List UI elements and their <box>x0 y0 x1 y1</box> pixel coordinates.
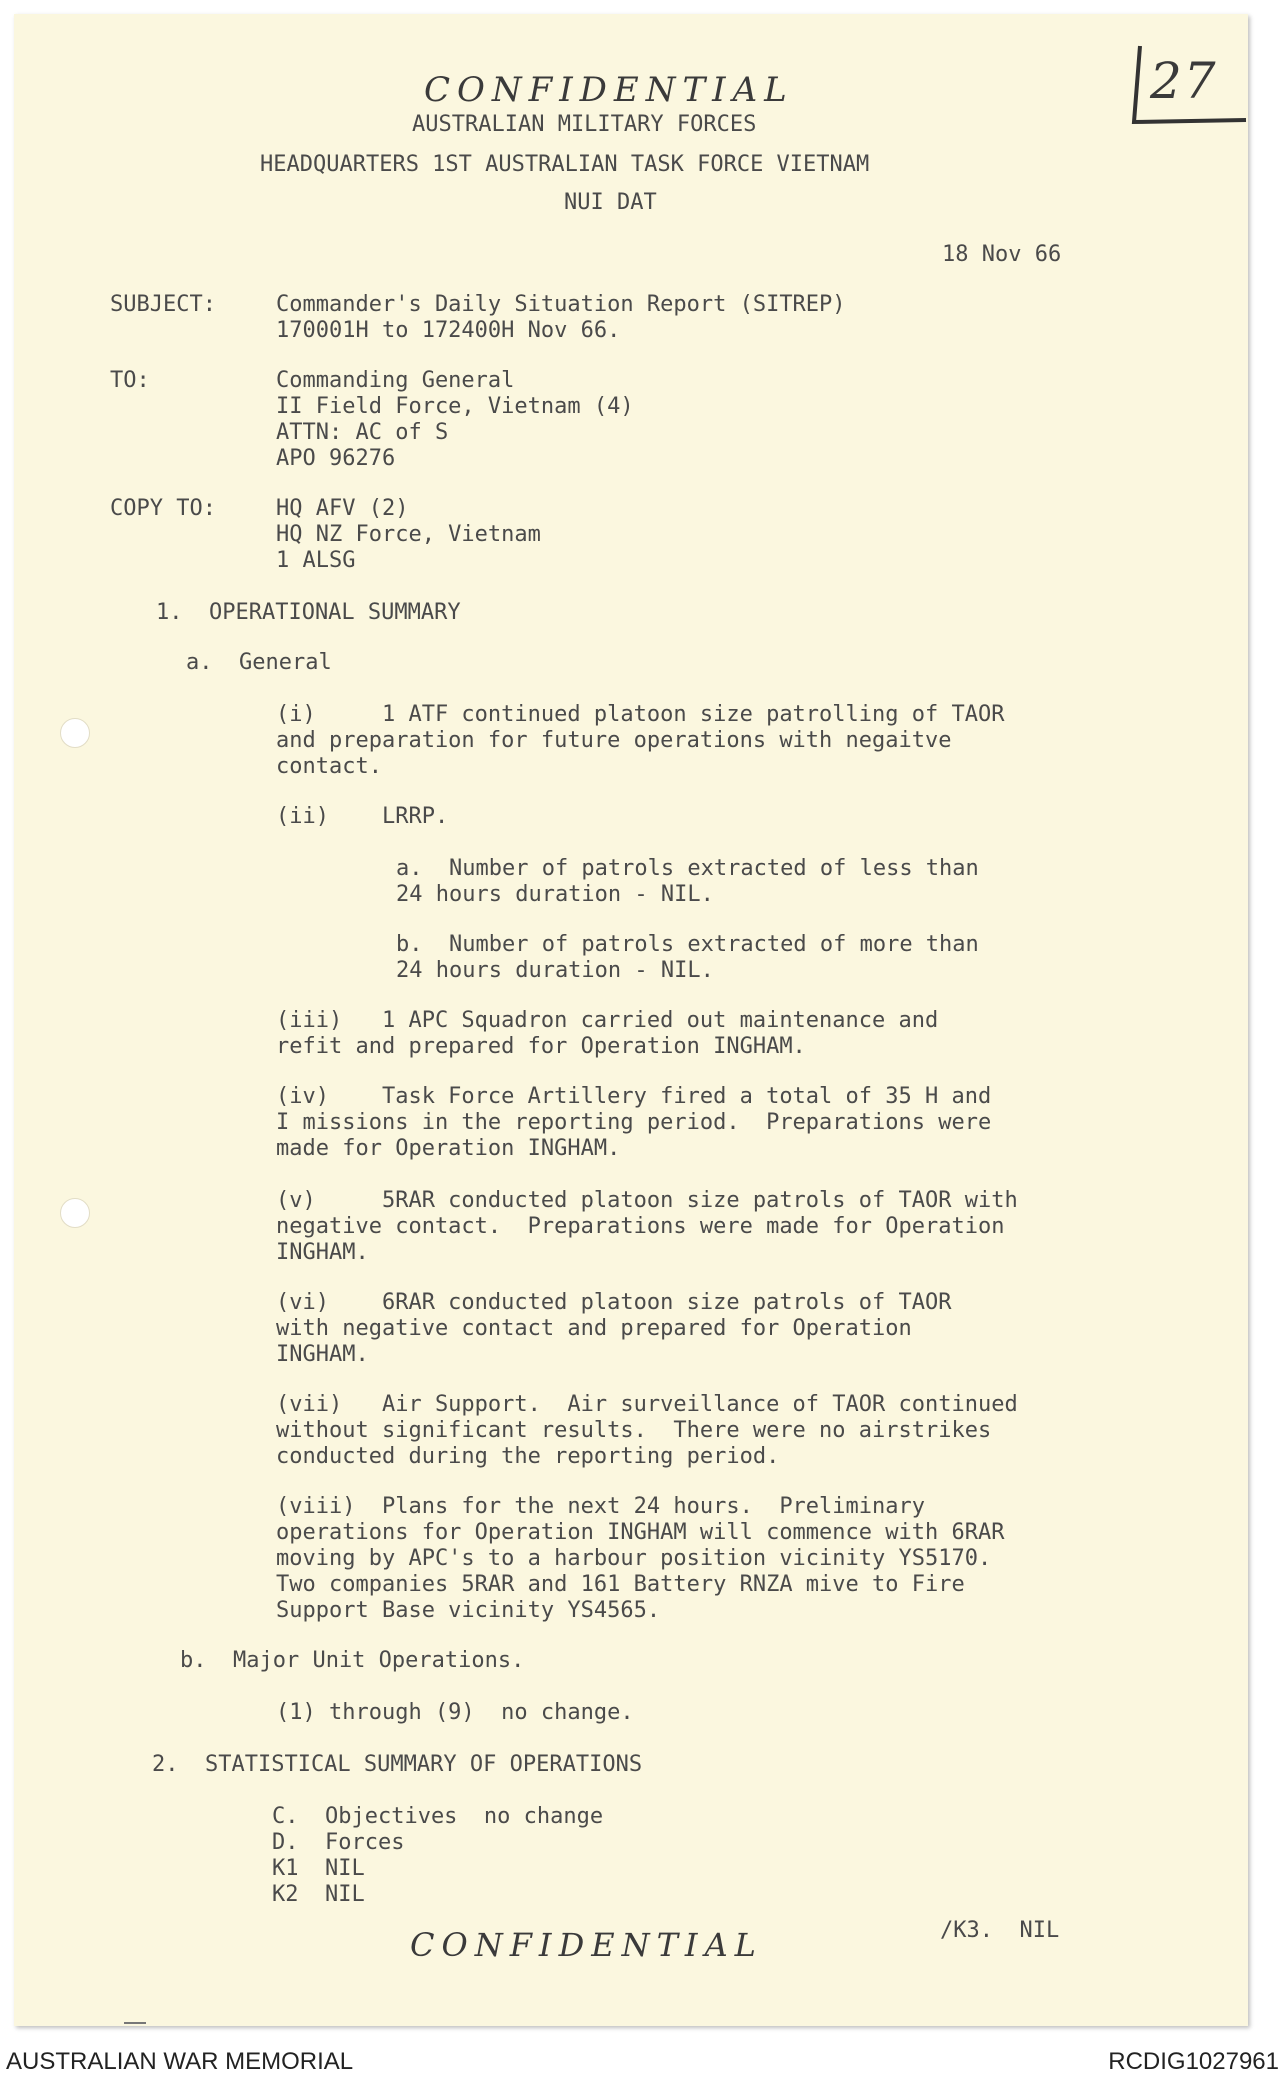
to-label: TO: <box>110 368 150 393</box>
confidential-stamp-top: CONFIDENTIAL <box>424 70 794 110</box>
item-line: (viii) Plans for the next 24 hours. Preliminary <box>276 1494 926 1519</box>
footer-record-id: RCDIG1027961 <box>1108 2048 1279 2075</box>
confidential-stamp-bottom: CONFIDENTIAL <box>410 1926 763 1964</box>
item-line: 24 hours duration - NIL. <box>396 958 714 983</box>
copy-to-line: HQ NZ Force, Vietnam <box>276 522 541 547</box>
item-line: operations for Operation INGHAM will commence with 6RAR <box>276 1520 1005 1545</box>
header-line-3: NUI DAT <box>564 190 657 215</box>
page-number: 27 <box>1150 52 1218 110</box>
copy-to-label: COPY TO: <box>110 496 216 521</box>
copy-to-line: 1 ALSG <box>276 548 356 573</box>
item-line: conducted during the reporting period. <box>276 1444 780 1469</box>
item-line: without significant results. There were no airstrikes <box>276 1418 992 1443</box>
item-line: (i) 1 ATF continued platoon size patrolling of TAOR <box>276 702 1005 727</box>
footer-archive-name: AUSTRALIAN WAR MEMORIAL <box>6 2048 354 2075</box>
copy-to-line: HQ AFV (2) <box>276 496 409 521</box>
item-line: (iii) 1 APC Squadron carried out maintenance and <box>276 1008 939 1033</box>
header-line-2: HEADQUARTERS 1ST AUSTRALIAN TASK FORCE VIETNAM <box>260 152 870 177</box>
subsection-b-heading: b. Major Unit Operations. <box>180 1648 525 1673</box>
section-2-heading: 2. STATISTICAL SUMMARY OF OPERATIONS <box>152 1752 643 1777</box>
statistics-line: K2 NIL <box>272 1882 365 1907</box>
punch-hole <box>60 1198 90 1228</box>
item-line: I missions in the reporting period. Preparations were <box>276 1110 992 1135</box>
header-line-1: AUSTRALIAN MILITARY FORCES <box>412 112 757 137</box>
item-line: contact. <box>276 754 382 779</box>
item-line: (iv) Task Force Artillery fired a total of 35 H and <box>276 1084 992 1109</box>
item-line: Support Base vicinity YS4565. <box>276 1598 661 1623</box>
subsection-a-heading: a. General <box>186 650 332 675</box>
item-line: refit and prepared for Operation INGHAM. <box>276 1034 806 1059</box>
statistics-line: D. Forces <box>272 1830 405 1855</box>
item-line: (vi) 6RAR conducted platoon size patrols of TAOR <box>276 1290 952 1315</box>
item-line: made for Operation INGHAM. <box>276 1136 621 1161</box>
statistics-line: C. Objectives no change <box>272 1804 604 1829</box>
section-1-heading: 1. OPERATIONAL SUMMARY <box>156 600 461 625</box>
to-line: Commanding General <box>276 368 515 393</box>
item-line: (v) 5RAR conducted platoon size patrols of TAOR with <box>276 1188 1018 1213</box>
item-line: 24 hours duration - NIL. <box>396 882 714 907</box>
statistics-line: K1 NIL <box>272 1856 365 1881</box>
subsection-b-text: (1) through (9) no change. <box>276 1700 634 1725</box>
item-line: moving by APC's to a harbour position vicinity YS5170. <box>276 1546 992 1571</box>
document-date: 18 Nov 66 <box>942 242 1062 267</box>
subject-line-2: 170001H to 172400H Nov 66. <box>276 318 621 343</box>
item-line: with negative contact and prepared for Operation <box>276 1316 912 1341</box>
to-line: ATTN: AC of S <box>276 420 449 445</box>
item-line: (vii) Air Support. Air surveillance of TAOR continued <box>276 1392 1018 1417</box>
item-line: b. Number of patrols extracted of more than <box>396 932 979 957</box>
item-line: INGHAM. <box>276 1240 369 1265</box>
item-line: a. Number of patrols extracted of less than <box>396 856 979 881</box>
item-line: Two companies 5RAR and 161 Battery RNZA mive to Fire <box>276 1572 965 1597</box>
item-line: and preparation for future operations with negaitve <box>276 728 952 753</box>
punch-hole <box>60 718 90 748</box>
to-line: APO 96276 <box>276 446 396 471</box>
item-line: INGHAM. <box>276 1342 369 1367</box>
continuation-note: /K3. NIL <box>940 1918 1060 1943</box>
scan-mark <box>124 2022 146 2024</box>
subject-label: SUBJECT: <box>110 292 216 317</box>
subject-line-1: Commander's Daily Situation Report (SITREP) <box>276 292 846 317</box>
item-line: (ii) LRRP. <box>276 804 449 829</box>
item-line: negative contact. Preparations were made for Operation <box>276 1214 1005 1239</box>
to-line: II Field Force, Vietnam (4) <box>276 394 634 419</box>
